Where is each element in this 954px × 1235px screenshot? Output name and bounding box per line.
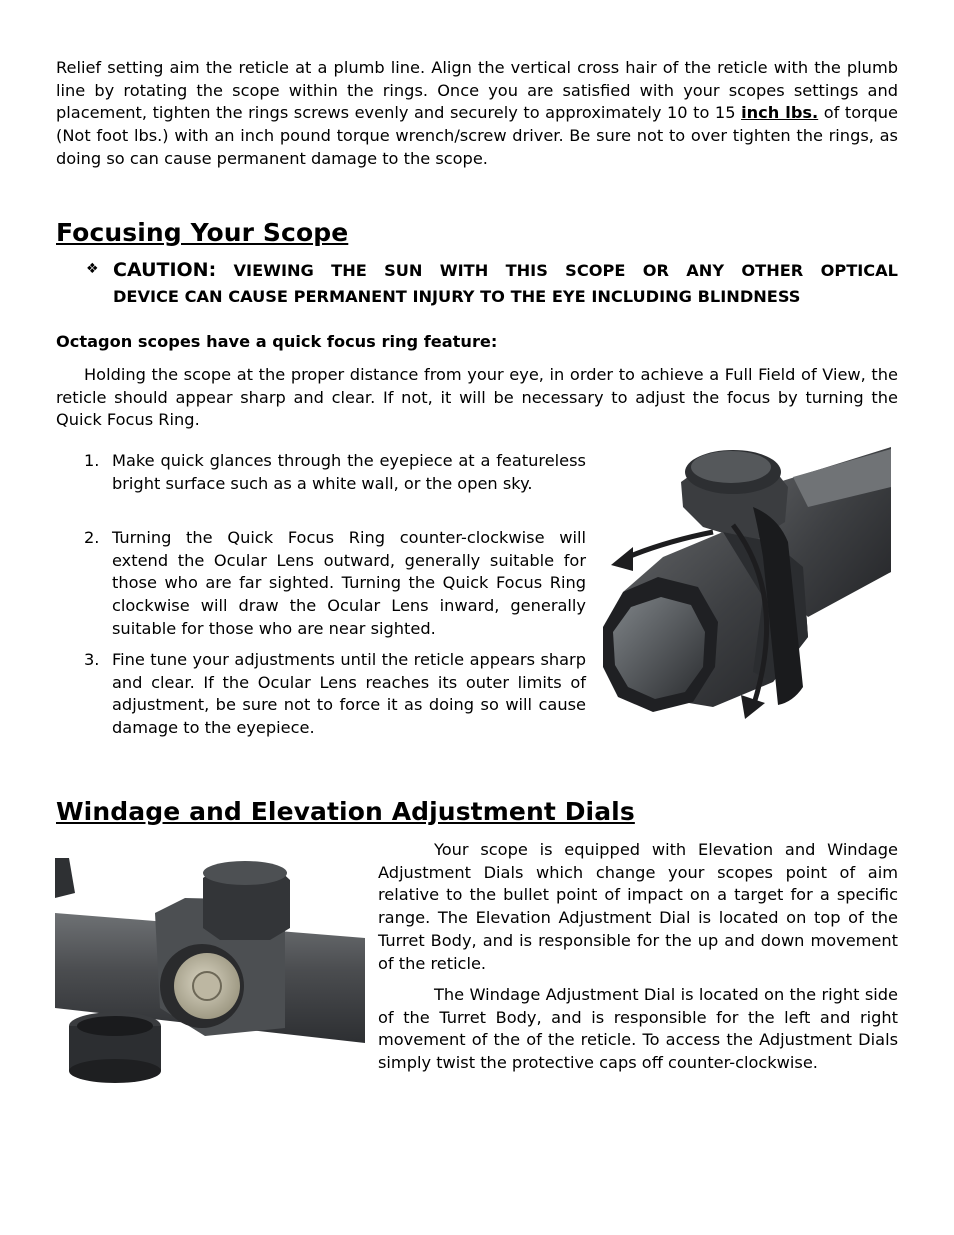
intro-text-before: Relief setting aim the reticle at a plumb line. Align the vertical cross hair of the reticle with the plumb line by rotating the scope within the rings. Once you are satisfied with your scopes settings and placement, tighten the rings screws evenly and securely to approximately 10 to 15	[56, 58, 898, 123]
step-text: Make quick glances through the eyepiece at a featureless bright surface such as a white wall, or the open sky.	[112, 451, 586, 493]
step-text: Fine tune your adjustments until the reticle appears sharp and clear. If the Ocular Lens reaches its outer limits of adjustment, be sure not to force it as doing so will cause damage to the eyepiece.	[112, 650, 586, 738]
caution-text-1: VIEWING THE SUN WITH THIS SCOPE OR ANY OTHER OPTICAL	[233, 261, 898, 280]
focus-steps-list	[84, 450, 586, 750]
caution-line-2: DEVICE CAN CAUSE PERMANENT INJURY TO THE EYE INCLUDING BLINDNESS	[113, 287, 801, 306]
step-text: Turning the Quick Focus Ring counter-clockwise will extend the Ocular Lens outward, generally suitable for those who are far sighted. Turning the Quick Focus Ring clockwise will draw the Ocular Lens inward, generally suitable for those who are near sighted.	[112, 528, 586, 638]
windage-heading: Windage and Elevation Adjustment Dials	[56, 797, 635, 826]
windage-paragraph-2: The Windage Adjustment Dial is located on the right side of the Turret Body, and is responsible for the left and right movement of the of the reticle. To access the Adjustment Dials simply twist the protective caps off counter-clockwise.	[378, 985, 898, 1073]
eyepiece-focus-image	[603, 447, 893, 732]
diamond-bullet-icon: ❖	[86, 261, 99, 277]
step-number: 1.	[84, 451, 100, 470]
caution-line-1	[113, 258, 898, 283]
intro-paragraph	[56, 57, 898, 171]
focus-intro-paragraph: Holding the scope at the proper distance from your eye, in order to achieve a Full Field of View, the reticle should appear sharp and clear. If not, it will be necessary to adjust the focus by turning the Quick Focus Ring.	[56, 365, 898, 430]
step-number: 2.	[84, 528, 100, 547]
intro-text-after: of torque (Not foot lbs.) with an inch pound torque wrench/screw driver. Be sure not to over tighten the rings, as doing so can cause permanent damage to the scope.	[56, 103, 898, 168]
windage-paragraph-1: Your scope is equipped with Elevation and Windage Adjustment Dials which change your scopes point of aim relative to the bullet point of impact on a target for a specific range. The Elevation Adjustment Dial is located on top of the Turret Body, and is responsible for the up and down movement of the reticle.	[378, 840, 898, 973]
focus-ring-subheading: Octagon scopes have a quick focus ring feature:	[56, 332, 498, 351]
focusing-heading: Focusing Your Scope	[56, 218, 349, 247]
torque-unit-emphasis: inch lbs.	[741, 103, 819, 123]
step-number: 3.	[84, 650, 100, 669]
turret-dials-image	[55, 858, 365, 1086]
caution-label: CAUTION:	[113, 259, 217, 281]
